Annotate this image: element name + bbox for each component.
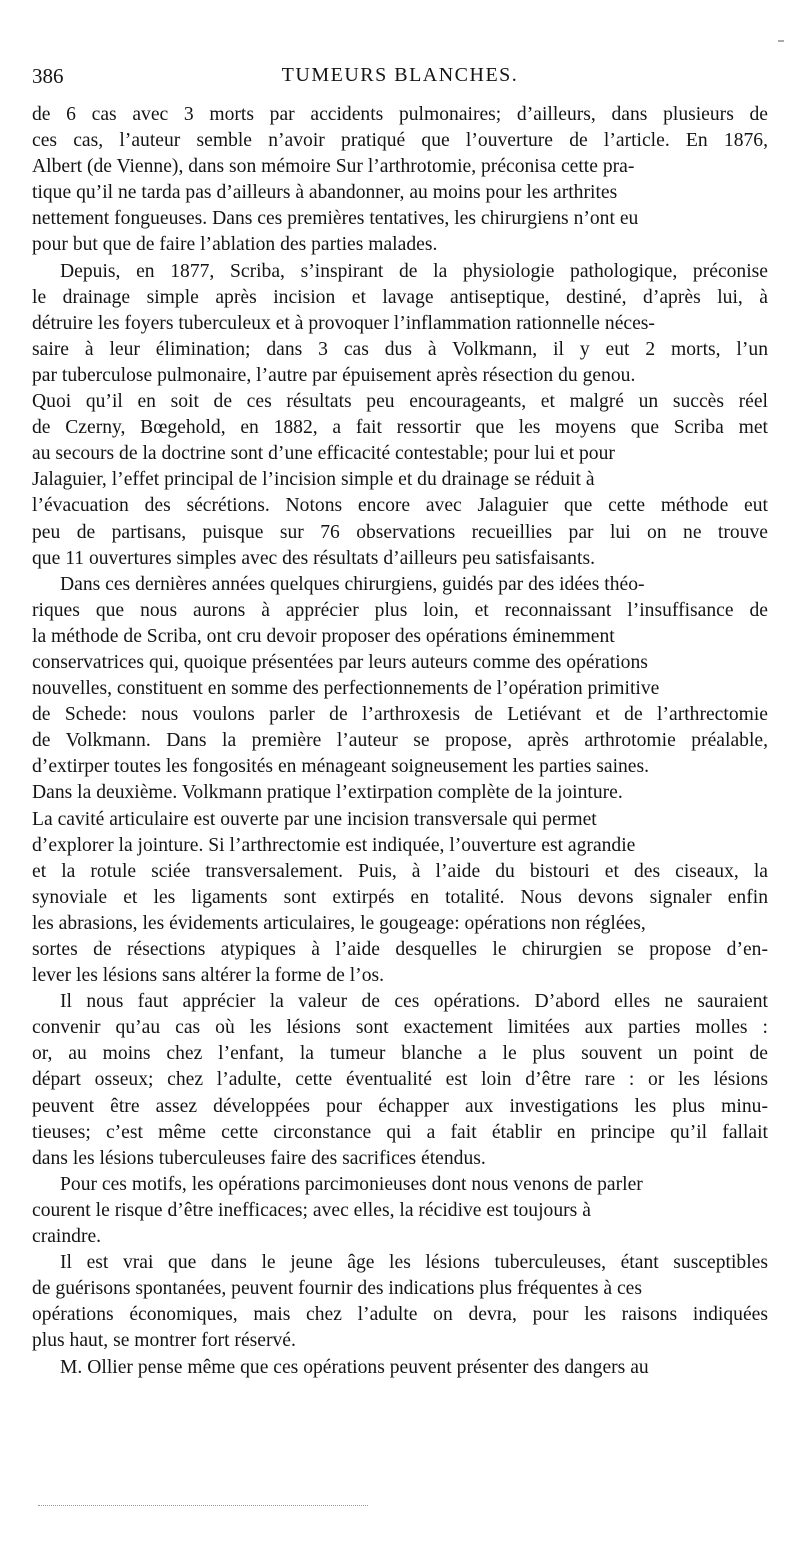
text-line: lever les lésions sans altérer la forme de l’os.	[32, 965, 385, 987]
footer-rule	[38, 1505, 368, 1506]
paragraph	[32, 989, 768, 1172]
text-line: courent le risque d’être inefficaces; avec elles, la récidive est toujours à	[32, 1199, 591, 1221]
text-line: plus haut, se montrer fort réservé.	[32, 1330, 296, 1352]
text-line: départ osseux; chez l’adulte, cette éventualité est loin d’être rare : or les lésions	[32, 1069, 768, 1091]
text-line: Albert (de Vienne), dans son mémoire Sur l’arthrotomie, préconisa cette pra-	[32, 156, 635, 178]
text-line: la méthode de Scriba, ont cru devoir proposer des opérations éminemment	[32, 625, 615, 647]
text-line: Il nous faut apprécier la valeur de ces opérations. D’abord elles ne sauraient	[60, 991, 768, 1013]
text-line: de Czerny, Bœgehold, en 1882, a fait ressortir que les moyens que Scriba met	[32, 417, 768, 439]
text-line: Il est vrai que dans le jeune âge les lésions tuberculeuses, étant susceptibles	[60, 1252, 768, 1274]
text-line: or, au moins chez l’enfant, la tumeur blanche a le plus souvent un point de	[32, 1043, 768, 1065]
text-line: craindre.	[32, 1226, 102, 1248]
text-line: opérations économiques, mais chez l’adulte on devra, pour les raisons indiquées	[32, 1304, 768, 1326]
text-line: saire à leur élimination; dans 3 cas dus à Volkmann, il y eut 2 morts, l’un	[32, 338, 768, 360]
text-line: synoviale et les ligaments sont extirpés en totalité. Nous devons signaler enfin	[32, 886, 768, 908]
text-line: d’extirper toutes les fongosités en ménageant soigneusement les parties saines.	[32, 756, 650, 778]
page-number: 386	[32, 64, 64, 88]
text-line: nouvelles, constituent en somme des perfectionnements de l’opération primitive	[32, 678, 660, 700]
text-line: Dans la deuxième. Volkmann pratique l’extirpation complète de la jointure.	[32, 782, 623, 804]
text-line: l’évacuation des sécrétions. Notons encore avec Jalaguier que cette méthode eut	[32, 495, 768, 517]
running-title: TUMEURS BLANCHES.	[281, 64, 519, 86]
paragraph	[32, 102, 768, 259]
text-line: de 6 cas avec 3 morts par accidents pulmonaires; d’ailleurs, dans plusieurs de	[32, 104, 768, 125]
body-text	[32, 102, 768, 1381]
text-line: nettement fongueuses. Dans ces premières tentatives, les chirurgiens n’ont eu	[32, 208, 639, 230]
text-line: les abrasions, les évidements articulaires, le gougeage: opérations non réglées,	[32, 912, 646, 934]
text-line: Jalaguier, l’effet principal de l’incision simple et du drainage se réduit à	[32, 469, 595, 491]
text-line: riques que nous aurons à apprécier plus loin, et reconnaissant l’insuffisance de	[32, 599, 768, 621]
text-line: convenir qu’au cas où les lésions sont exactement limitées aux parties molles :	[32, 1017, 768, 1039]
text-line: au secours de la doctrine sont d’une efficacité contestable; pour lui et pour	[32, 443, 615, 465]
text-line: de Volkmann. Dans la première l’auteur se propose, après arthrotomie préalable,	[32, 730, 768, 752]
text-line: tique qu’il ne tarda pas d’ailleurs à abandonner, au moins pour les arthrites	[32, 182, 618, 204]
text-line: Dans ces dernières années quelques chirurgiens, guidés par des idées théo-	[60, 573, 645, 595]
text-line: Pour ces motifs, les opérations parcimonieuses dont nous venons de parler	[60, 1173, 643, 1195]
text-line: pour but que de faire l’ablation des parties malades.	[32, 234, 438, 256]
paragraph	[32, 1355, 768, 1381]
text-line: peu de partisans, puisque sur 76 observations recueillies par lui on ne trouve	[32, 521, 768, 543]
text-line: d’explorer la jointure. Si l’arthrectomie est indiquée, l’ouverture est agrandie	[32, 834, 636, 856]
text-line: sortes de résections atypiques à l’aide desquelles le chirurgien se propose d’en-	[32, 939, 768, 960]
paragraph	[32, 1250, 768, 1354]
text-line: conservatrices qui, quoique présentées par leurs auteurs comme des opérations	[32, 651, 648, 673]
text-line: M. Ollier pense même que ces opérations peuvent présenter des dangers au	[60, 1356, 649, 1378]
edge-mark	[778, 40, 784, 42]
text-line: La cavité articulaire est ouverte par une incision transversale qui permet	[32, 808, 597, 830]
text-line: le drainage simple après incision et lavage antiseptique, destiné, d’après lui, à	[32, 286, 768, 308]
text-line: ces cas, l’auteur semble n’avoir pratiqué que l’ouverture de l’article. En 1876,	[32, 130, 768, 152]
text-line: que 11 ouvertures simples avec des résultats d’ailleurs peu satisfaisants.	[32, 547, 595, 569]
text-line: de guérisons spontanées, peuvent fournir des indications plus fréquentes à ces	[32, 1278, 642, 1300]
text-line: de Schede: nous voulons parler de l’arthroxesis de Letiévant et de l’arthrectomie	[32, 704, 768, 726]
text-line: peuvent être assez développées pour échapper aux investigations les plus minu-	[32, 1095, 768, 1117]
paragraph	[32, 259, 768, 572]
text-line: et la rotule sciée transversalement. Puis, à l’aide du bistouri et des ciseaux, la	[32, 860, 768, 882]
paragraph	[32, 572, 768, 990]
page-header	[32, 64, 768, 94]
text-line: Depuis, en 1877, Scriba, s’inspirant de la physiologie pathologique, préconise	[60, 260, 768, 282]
text-line: tieuses; c’est même cette circonstance qui a fait établir en principe qu’il fallait	[32, 1121, 768, 1143]
text-line: Quoi qu’il en soit de ces résultats peu encourageants, et malgré un succès réel	[32, 391, 768, 413]
paragraph	[32, 1172, 768, 1250]
text-line: dans les lésions tuberculeuses faire des sacrifices étendus.	[32, 1147, 486, 1169]
text-line: par tuberculose pulmonaire, l’autre par épuisement après résection du genou.	[32, 364, 636, 386]
text-line: détruire les foyers tuberculeux et à provoquer l’inflammation rationnelle néces-	[32, 312, 655, 334]
